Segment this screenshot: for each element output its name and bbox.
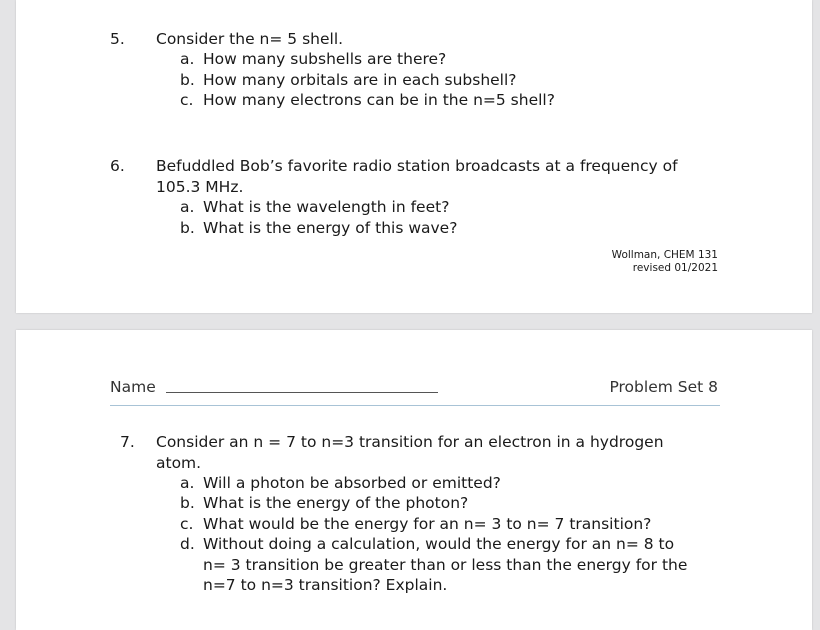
question-part xyxy=(180,218,457,239)
question-number: 7. xyxy=(120,433,135,451)
part-text-line-2: n= 3 transition be greater than or less than the energy for the xyxy=(203,555,688,574)
question-stem: Consider the n= 5 shell. xyxy=(156,30,344,48)
part-letter: c. xyxy=(180,91,194,109)
part-text: What is the wavelength in feet? xyxy=(203,198,450,216)
part-letter: c. xyxy=(180,514,194,533)
problem-set-title: Problem Set 8 xyxy=(609,378,718,396)
part-letter: a. xyxy=(180,198,195,216)
question-number: 5. xyxy=(110,30,125,48)
part-letter: b. xyxy=(180,494,195,512)
question-7 xyxy=(16,330,812,610)
question-stem-line-2: 105.3 MHz. xyxy=(156,178,244,196)
question-6 xyxy=(16,0,812,240)
part-text: How many orbitals are in each subshell? xyxy=(203,70,517,89)
question-part xyxy=(180,493,468,514)
question-stem-line-1: Befuddled Bob’s favorite radio station broadcasts at a frequency of xyxy=(156,157,678,175)
question-stem-line-2: atom. xyxy=(156,453,202,472)
question-part xyxy=(180,197,449,218)
footer-author: Wollman, CHEM 131 xyxy=(611,249,718,261)
question-part xyxy=(180,514,651,535)
part-text: How many subshells are there? xyxy=(203,50,447,68)
part-text: What would be the energy for an n= 3 to n= 7 transition? xyxy=(203,514,652,533)
part-text-line-1: Without doing a calculation, would the energy for an n= 8 to xyxy=(203,535,675,553)
part-text: What is the energy of the photon? xyxy=(203,494,469,512)
question-part xyxy=(180,473,501,494)
part-letter: a. xyxy=(180,473,195,492)
name-label: Name xyxy=(110,378,156,396)
part-letter: b. xyxy=(180,70,195,89)
question-number: 6. xyxy=(110,157,125,175)
question-part xyxy=(180,534,674,555)
question-stem-line-1: Consider an n = 7 to n=3 transition for an electron in a hydrogen xyxy=(156,433,664,451)
part-text: Will a photon be absorbed or emitted? xyxy=(203,473,501,492)
part-letter: b. xyxy=(180,219,195,237)
part-text-line-3: n=7 to n=3 transition? Explain. xyxy=(203,576,448,594)
part-letter: d. xyxy=(180,535,195,553)
page-footer xyxy=(612,249,718,275)
document-page-1 xyxy=(16,0,812,313)
footer-revision: revised 01/2021 xyxy=(632,262,718,274)
document-page-2 xyxy=(16,330,812,630)
question-part-continuation xyxy=(203,555,687,576)
part-text: What is the energy of this wave? xyxy=(203,219,458,237)
part-letter: a. xyxy=(180,50,195,68)
question-part-continuation xyxy=(203,575,447,596)
part-text: How many electrons can be in the n=5 shell? xyxy=(203,91,555,109)
